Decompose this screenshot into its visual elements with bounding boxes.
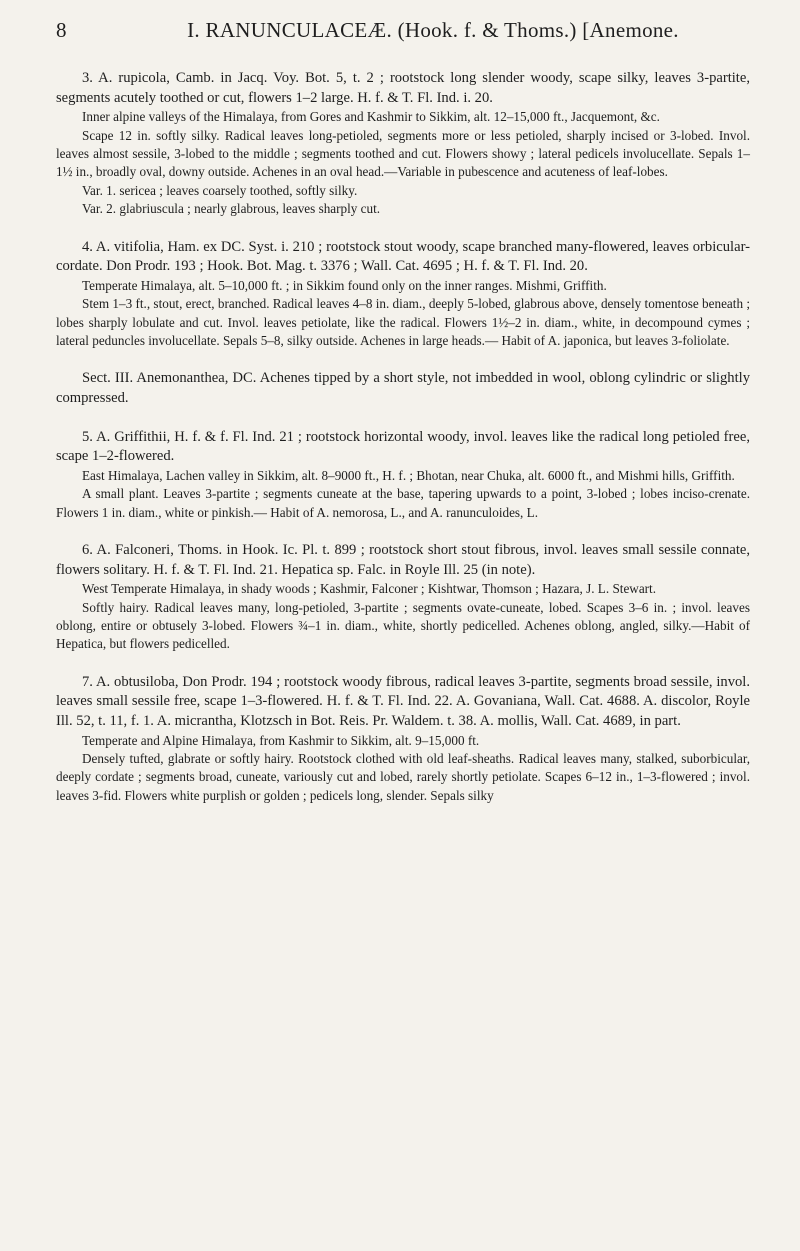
entry-main: 5. A. Griffithii, H. f. & f. Fl. Ind. 21 ; rootstock horizontal woody, invol. leaves like the radical long petioled free, scape 1–2-flowered. bbox=[56, 428, 750, 465]
species-entry-obtusiloba bbox=[56, 673, 750, 805]
entry-variety: Var. 2. glabriuscula ; nearly glabrous, leaves sharply cut. bbox=[82, 201, 381, 217]
species-entry-rupicola bbox=[56, 69, 750, 219]
section-heading-anemonanthea bbox=[56, 369, 750, 408]
entry-detail: Densely tufted, glabrate or softly hairy. Rootstock clothed with old leaf-sheaths. Radical leaves many, stalked, suborbicular, deeply cordate ; segments broad, cuneate, variously cut and lobed, rarely shortly petiolate. Scapes 6–12 in., 1–3-flowered ; invol. leaves 3-fid. Flowers white purplish or golden ; pedicels long, slender. Sepals silky bbox=[56, 751, 750, 803]
entry-main: 4. A. vitifolia, Ham. ex DC. Syst. i. 210 ; rootstock stout woody, scape branched many-flowered, leaves orbicular-cordate. Don Prodr. 193 ; Hook. Bot. Mag. t. 3376 ; Wall. Cat. 4695 ; H. f. & T. Fl. Ind. 20. bbox=[56, 238, 750, 275]
entry-detail: Inner alpine valleys of the Himalaya, from Gores and Kashmir to Sikkim, alt. 12–15,000 ft., Jacquemont, &c. bbox=[82, 109, 660, 125]
page-header bbox=[56, 18, 750, 43]
page-number: 8 bbox=[56, 18, 67, 42]
entry-variety: Var. 1. sericea ; leaves coarsely toothed, softly silky. bbox=[82, 182, 358, 198]
entry-detail: Temperate Himalaya, alt. 5–10,000 ft. ; in Sikkim found only on the inner ranges. Mishmi, Griffith. bbox=[82, 277, 607, 293]
entry-main: 3. A. rupicola, Camb. in Jacq. Voy. Bot. 5, t. 2 ; rootstock long slender woody, scape silky, leaves 3-partite, segments acutely toothed or cut, flowers 1–2 large. H. f. & T. Fl. Ind. i. 20. bbox=[56, 70, 750, 106]
species-entry-vitifolia bbox=[56, 238, 750, 351]
section-text: Sect. III. Anemonanthea, DC. Achenes tipped by a short style, not imbedded in wool, oblong cylindric or slightly compressed. bbox=[56, 370, 750, 407]
entry-main: 7. A. obtusiloba, Don Prodr. 194 ; rootstock woody fibrous, radical leaves 3-partite, segments broad sessile, invol. leaves small sessile free, scape 1–3-flowered. H. f. & T. Fl. Ind. 22. A. Govaniana, Wall. Cat. 4688. A. discolor, Royle Ill. 52, t. 11, f. 1. A. micrantha, Klotzsch in Bot. Reis. Pr. Waldem. t. 38. A. mollis, Wall. Cat. 4689, in part. bbox=[56, 673, 750, 730]
species-entry-falconeri bbox=[56, 541, 750, 654]
entry-detail: A small plant. Leaves 3-partite ; segments cuneate at the base, tapering upwards to a point, 3-lobed ; lobes inciso-crenate. Flowers 1 in. diam., white or pinkish.— Habit of A. nemorosa, L., and A. ranunculoides, L. bbox=[56, 486, 750, 520]
running-title: I. RANUNCULACEÆ. (Hook. f. & Thoms.) [Anemone. bbox=[187, 18, 679, 42]
entry-detail: Scape 12 in. softly silky. Radical leaves long-petioled, segments more or less petioled, sharply incised or 3-lobed. Invol. leaves almost sessile, 3-lobed to the middle ; segments toothed and cut. Flowers showy ; lateral pedicels involucellate. Sepals 1–1½ in., broadly oval, downy outside. Achenes in an oval head.—Variable in pubescence and acuteness of leaf-lobes. bbox=[56, 127, 750, 180]
entry-detail: East Himalaya, Lachen valley in Sikkim, alt. 8–9000 ft., H. f. ; Bhotan, near Chuka, alt. 6000 ft., and Mishmi hills, Griffith. bbox=[82, 467, 735, 483]
entry-detail: Softly hairy. Radical leaves many, long-petioled, 3-partite ; segments ovate-cuneate, lobed. Scapes 3–6 in. ; invol. leaves oblong, entire or obtusely 3-lobed. Flowers ¾–1 in. diam., white, shortly pedicelled. Achenes oblong, angled, silky.—Habit of Hepatica, but flowers pedicelled. bbox=[56, 599, 750, 652]
entry-main: 6. A. Falconeri, Thoms. in Hook. Ic. Pl. t. 899 ; rootstock short stout fibrous, invol. leaves small sessile connate, flowers solitary. H. f. & T. Fl. Ind. 21. Hepatica sp. Falc. in Royle Ill. 25 (in note). bbox=[56, 542, 750, 578]
species-entry-griffithii bbox=[56, 428, 750, 522]
entry-detail: Temperate and Alpine Himalaya, from Kashmir to Sikkim, alt. 9–15,000 ft. bbox=[82, 732, 480, 748]
entry-detail: Stem 1–3 ft., stout, erect, branched. Radical leaves 4–8 in. diam., deeply 5-lobed, glabrous above, densely tomentose beneath ; lobes sharply lobulate and cut. Invol. leaves petiolate, like the radical. Flowers 1½–2 in. diam., white, in decompound cymes ; lateral peduncles involucellate. Sepals 5–8, silky outside. Achenes in large heads.— Habit of A. japonica, but leaves 3-foliolate. bbox=[56, 296, 750, 349]
entry-detail: West Temperate Himalaya, in shady woods ; Kashmir, Falconer ; Kishtwar, Thomson ; Hazara, J. L. Stewart. bbox=[82, 581, 657, 597]
